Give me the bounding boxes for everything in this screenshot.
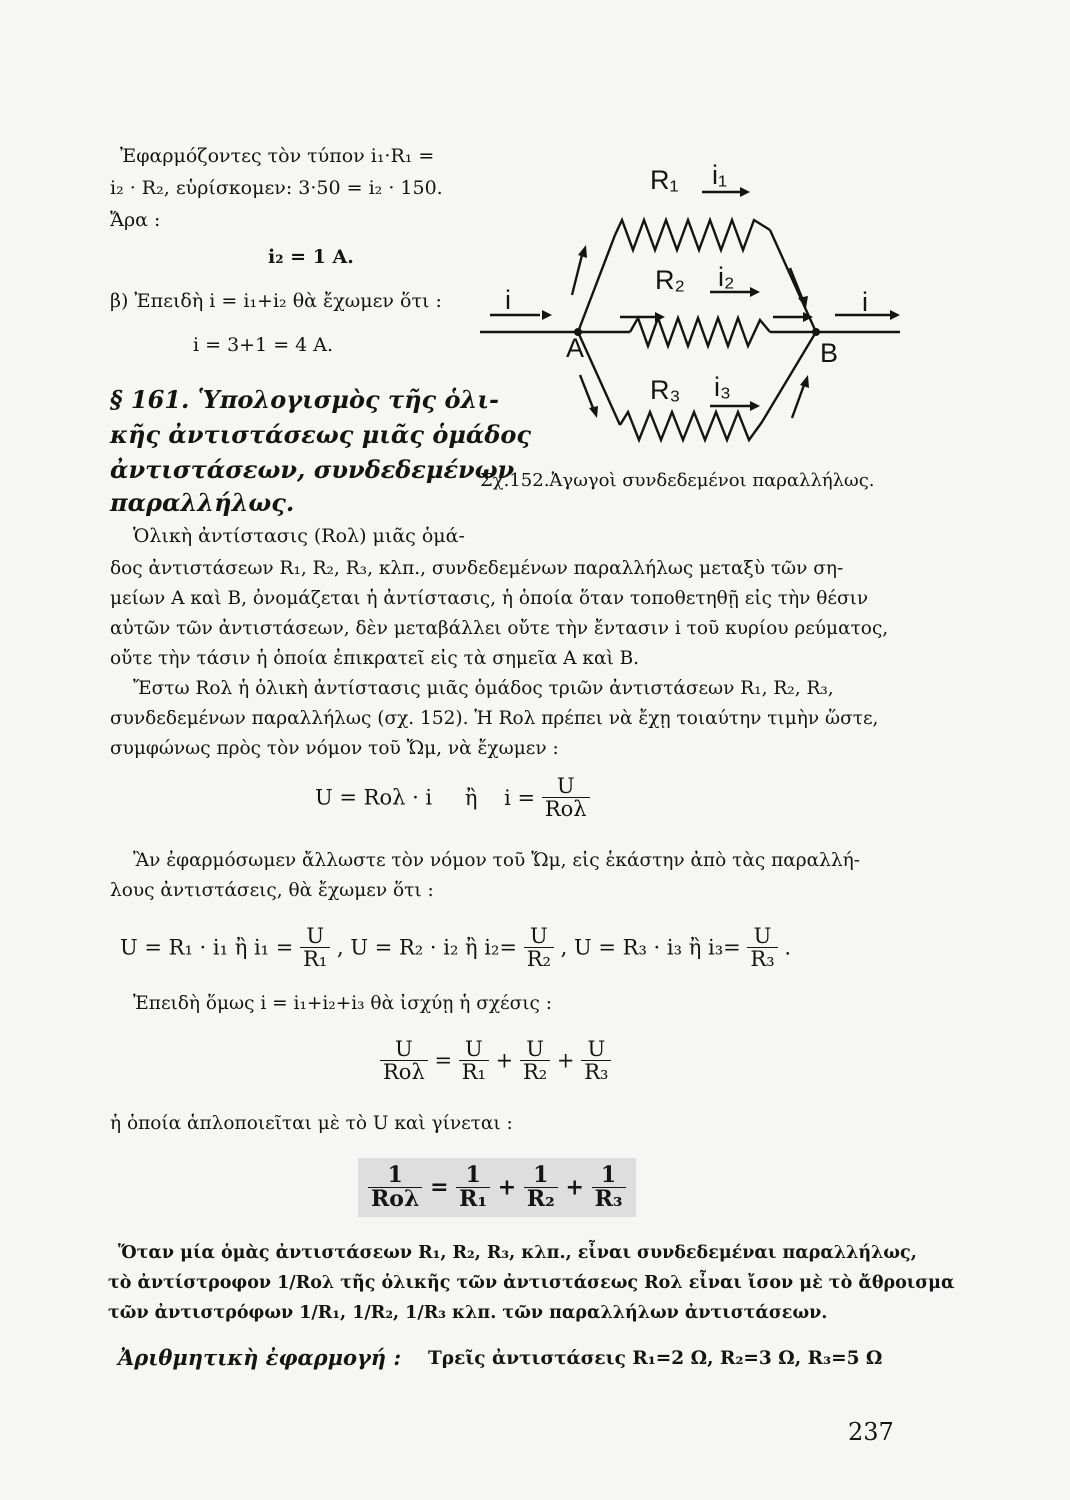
eq1-numerator: U	[542, 775, 590, 798]
arrowhead-i2	[750, 287, 760, 297]
eq4-fraction-2	[524, 1164, 558, 1211]
eq4-numerator-3: 1	[592, 1164, 626, 1188]
body-p1-line-3: μείων A καὶ B, ὀνομάζεται ἡ ἀντίστασις, ἡ ὁποία ὅταν τοποθετηθῇ εἰς τὴν θέσιν	[110, 588, 869, 609]
body-p1-line-1: Ὁλικὴ ἀντίστασις (Rολ) μιᾶς ὁμά-	[133, 525, 465, 547]
body-p3-line-1: Ἂν ἐφαρμόσωμεν ἄλλωστε τὸν νόμον τοῦ Ὤμ, εἰς ἑκάστην ἀπὸ τὰς παραλλή-	[133, 850, 860, 871]
page-number: 237	[848, 1418, 894, 1446]
body-p5: ἡ ὁποία ἁπλοποιεῖται μὲ τὸ U καὶ γίνεται :	[110, 1113, 513, 1134]
eq4-fraction-3	[592, 1164, 626, 1211]
eq1-left: U = Rολ · i	[315, 785, 433, 810]
label-i-out: i	[862, 287, 868, 317]
eq2-denominator-3: R₃	[750, 947, 775, 972]
branch3-arrow-left	[580, 375, 593, 408]
eq4-plus-1: +	[497, 1174, 517, 1201]
eq4-fraction-1	[456, 1164, 490, 1211]
arrowhead-i3	[750, 401, 760, 411]
eq3-fraction-1	[459, 1038, 489, 1083]
result-i: i = 3+1 = 4 A.	[193, 334, 334, 356]
figure-caption: Σχ.152.Ἀγωγοὶ συνδεδεμένοι παραλλήλως.	[480, 470, 875, 491]
body-p2-line-3: συμφώνως πρὸς τὸν νόμον τοῦ Ὤμ, νὰ ἔχωμεν :	[110, 738, 559, 759]
eq4-equals: =	[430, 1174, 449, 1201]
eq3-fraction-2	[520, 1038, 550, 1083]
resistor-r3-zigzag	[620, 412, 762, 440]
body-p1-line-4: αὐτῶν τῶν ἀντιστάσεων, δὲν μεταβάλλει οὔτε τὴν ἔντασιν i τοῦ κυρίου ρεύματος,	[110, 618, 889, 639]
branch3-wire-left	[578, 332, 620, 425]
eq1-i: i =	[504, 785, 536, 810]
eq2-fraction-3	[747, 925, 777, 970]
eq4-denominator-3: R₃	[594, 1186, 623, 1213]
application-label: Ἀριθμητικὴ ἐφαρμογή :	[118, 1345, 402, 1370]
body-p3-line-2: λους ἀντιστάσεις, θὰ ἔχωμεν ὅτι :	[110, 880, 434, 901]
equation-ohm-total	[315, 775, 590, 820]
label-node-b: B	[820, 338, 839, 368]
section-title-part-1: Ὑπολογισμὸς τῆς ὁλι-	[197, 385, 499, 414]
section-heading-line-3: ἀντιστάσεων, συνδεδεμένων	[110, 455, 515, 484]
arrowhead-branch3-left	[589, 406, 598, 418]
eq2-fraction-2	[524, 925, 554, 970]
beta-line: β) Ἐπειδὴ i = i₁+i₂ θὰ ἔχωμεν ὅτι :	[110, 290, 442, 312]
eq4-numerator-0: 1	[368, 1164, 422, 1188]
arrowhead-branch3-right	[800, 375, 809, 388]
eq4-denominator-1: R₁	[459, 1186, 488, 1213]
resistor-r1-zigzag	[615, 220, 770, 250]
body-p4: Ἐπειδὴ ὅμως i = i₁+i₂+i₃ θὰ ἰσχύῃ ἡ σχέσις :	[133, 993, 552, 1014]
eq4-plus-2: +	[565, 1174, 584, 1201]
result-i2: i₂ = 1 A.	[268, 246, 354, 268]
intro-line-1: Ἐφαρμόζοντες τὸν τύπον i₁·R₁ =	[120, 145, 435, 167]
eq1-fraction	[542, 775, 590, 820]
body-p1-line-2: δος ἀντιστάσεων R₁, R₂, R₃, κλπ., συνδεδεμένων παραλλήλως μεταξὺ τῶν ση-	[110, 558, 844, 579]
eq3-numerator-2: U	[520, 1038, 550, 1061]
eq2-fraction-1	[300, 925, 330, 970]
section-heading-line-2: κῆς ἀντιστάσεως μιᾶς ὁμάδος	[110, 420, 531, 449]
eq4-numerator-2: 1	[524, 1164, 558, 1188]
eq4-denominator-2: R₂	[526, 1186, 555, 1213]
eq3-denominator-0: Rολ	[383, 1060, 425, 1085]
arrowhead-i1	[740, 187, 750, 197]
arrowhead-in	[542, 310, 552, 320]
label-r1: R₁	[650, 165, 679, 195]
body-p2-line-2: συνδεδεμένων παραλλήλως (σχ. 152). Ἡ Rολ πρέπει νὰ ἔχῃ τοιαύτην τιμὴν ὥστε,	[110, 708, 879, 729]
eq3-numerator-3: U	[581, 1038, 611, 1061]
eq2-numerator-3: U	[747, 925, 777, 948]
eq2-numerator-1: U	[300, 925, 330, 948]
eq3-numerator-0: U	[380, 1038, 428, 1061]
label-node-a: A	[566, 333, 585, 363]
eq3-denominator-1: R₁	[461, 1060, 486, 1085]
equation-parallel-reciprocal	[358, 1158, 636, 1217]
branch1-arrow-right	[790, 268, 802, 298]
equation-parallel-u	[380, 1038, 611, 1083]
eq3-plus-2: +	[556, 1048, 575, 1073]
arrowhead-branch1-left	[578, 245, 587, 258]
label-r3: R₃	[650, 375, 681, 405]
application-text: Τρεῖς ἀντιστάσεις R₁=2 Ω, R₂=3 Ω, R₃=5 Ω	[428, 1348, 883, 1369]
eq2-denominator-1: R₁	[303, 947, 328, 972]
resistor-r2-zigzag	[630, 318, 770, 346]
eq4-denominator-0: Rολ	[371, 1186, 420, 1213]
label-r2: R₂	[655, 265, 685, 295]
junction-b-dot	[812, 328, 820, 336]
eq2-part-a: U = R₁ · i₁ ἢ i₁ =	[120, 935, 294, 960]
eq3-fraction-0	[380, 1038, 428, 1083]
label-i2: i₂	[718, 262, 735, 292]
eq3-equals: =	[434, 1048, 453, 1073]
rule-line-2: τὸ ἀντίστροφον 1/Rολ τῆς ὁλικῆς τῶν ἀντιστάσεως Rολ εἶναι ἴσον μὲ τὸ ἄθροισμα	[108, 1273, 955, 1293]
intro-line-2: i₂ · R₂, εὑρίσκομεν: 3·50 = i₂ · 150.	[110, 177, 443, 199]
branch3-arrow-right	[792, 385, 804, 418]
label-i1: i₁	[712, 160, 728, 190]
eq4-numerator-1: 1	[456, 1164, 490, 1188]
eq1-denominator: Rολ	[544, 797, 587, 822]
rule-line-1: Ὅταν μία ὁμὰς ἀντιστάσεων R₁, R₂, R₃, κλπ., εἶναι συνδεδεμέναι παραλλήλως,	[118, 1243, 917, 1263]
label-i3: i₃	[714, 372, 731, 402]
eq2-numerator-2: U	[524, 925, 554, 948]
eq3-plus-1: +	[495, 1048, 514, 1073]
arrowhead-out	[890, 310, 900, 320]
equation-ohm-branches	[120, 925, 791, 970]
arrowhead-branch1-right	[798, 296, 808, 308]
eq3-numerator-1: U	[459, 1038, 489, 1061]
section-number: § 161.	[110, 385, 190, 414]
eq1-or: ἢ	[464, 785, 478, 810]
body-p2-line-1: Ἔστω Rολ ἡ ὁλικὴ ἀντίστασις μιᾶς ὁμάδος τριῶν ἀντιστάσεων R₁, R₂, R₃,	[133, 678, 834, 699]
body-p1-line-5: οὔτε τὴν τάσιν ἡ ὁποία ἐπικρατεῖ εἰς τὰ σημεῖα A καὶ B.	[110, 648, 640, 669]
eq2-part-c: , U = R₃ · i₃ ἢ i₃=	[560, 935, 741, 960]
eq3-denominator-3: R₃	[584, 1060, 609, 1085]
eq3-fraction-3	[581, 1038, 611, 1083]
label-i-in: i	[505, 285, 511, 315]
eq3-denominator-2: R₂	[522, 1060, 548, 1085]
eq2-end: .	[784, 935, 792, 960]
section-heading-line-1	[110, 385, 499, 414]
parallel-circuit-figure	[470, 150, 910, 470]
eq4-fraction-0	[368, 1164, 422, 1211]
branch1-arrow-left	[572, 255, 582, 295]
eq2-part-b: , U = R₂ · i₂ ἢ i₂=	[336, 935, 518, 960]
rule-line-3: τῶν ἀντιστρόφων 1/R₁, 1/R₂, 1/R₃ κλπ. τῶν παραλλήλων ἀντιστάσεων.	[108, 1303, 828, 1323]
intro-line-3: Ἄρα :	[110, 209, 161, 231]
eq2-denominator-2: R₂	[526, 947, 551, 972]
section-heading-line-4: παραλλήλως.	[110, 488, 295, 517]
